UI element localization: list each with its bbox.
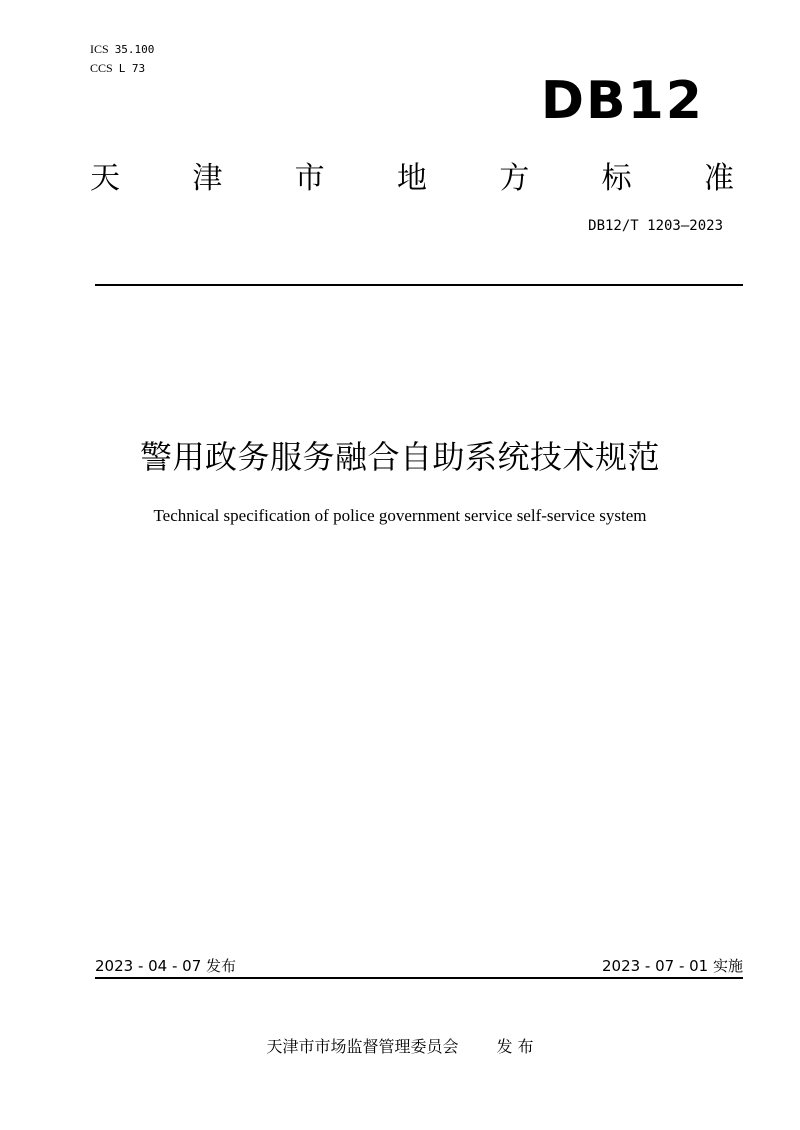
- title-english: Technical specification of police government service self-service system: [153, 506, 647, 525]
- ccs-code: L 73: [118, 62, 146, 75]
- category-char: 市: [294, 161, 325, 196]
- category-char: 标: [601, 161, 632, 196]
- ics-row: [90, 40, 154, 59]
- category-char: 津: [192, 161, 223, 196]
- category-char: 地: [396, 161, 427, 196]
- ics-label: ICS: [90, 42, 109, 56]
- category-char: 天: [90, 161, 120, 196]
- publish-date: 2023 - 04 - 07 发布: [95, 957, 237, 975]
- ccs-label: CCS: [90, 61, 113, 75]
- top-divider: [95, 284, 743, 286]
- issuer-org: 天津市市场监督管理委员会: [266, 1037, 459, 1056]
- standard-number: DB12/T 1203—2023: [588, 218, 723, 234]
- db-mark: DB12: [540, 71, 704, 131]
- classification-codes: [90, 40, 154, 78]
- title-chinese: 警用政务服务融合自助系统技术规范: [139, 438, 660, 476]
- ccs-row: [90, 59, 154, 78]
- issuer: [0, 1034, 800, 1057]
- date-row: [95, 955, 743, 976]
- category-char: 准: [703, 161, 734, 196]
- implement-date: 2023 - 07 - 01 实施: [601, 957, 743, 975]
- bottom-divider: [95, 977, 743, 979]
- standard-category: [90, 150, 734, 200]
- ics-code: 35.100: [114, 43, 155, 56]
- category-char: 方: [499, 161, 530, 196]
- issuer-action: 发 布: [496, 1037, 534, 1056]
